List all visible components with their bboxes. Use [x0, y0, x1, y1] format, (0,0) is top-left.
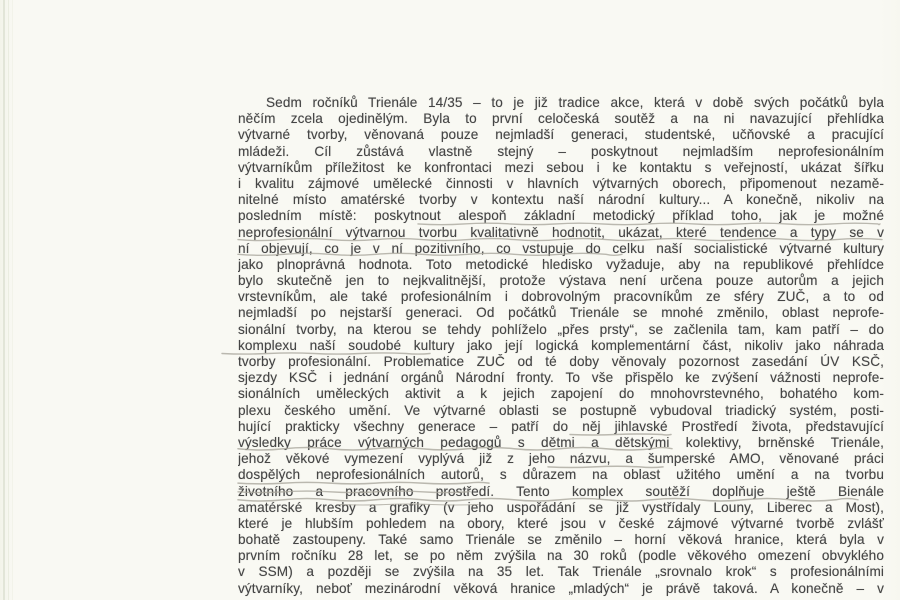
text-line: komplexu naší soudobé kultury jako její logická komplementární část, nikoliv jako náhrada	[238, 337, 884, 353]
text-line: Sedm ročníků Trienále 14/35 – to je již tradice akce, která v době svých počátků byla	[266, 95, 884, 110]
text-line: sionálních uměleckých aktivit a k jejich zapojení do mnohovrstevného, bohatého kom-	[238, 386, 884, 402]
text-line: tvorby profesionální. Problematice ZUČ od té doby věnovaly pozornost zasedání ÚV KSČ,	[238, 354, 884, 369]
text-line: prvním ročníku 28 let, se po něm zvýšila na 30 roků (podle věkového omezení obvyklého	[238, 548, 884, 564]
text-line: posledním místě: poskytnout alespoň základní metodický příklad toho, jak je možné	[238, 208, 884, 224]
text-line: mládeži. Cíl zůstává vlastně stejný – poskytnout nejmladším neprofesionálním	[238, 143, 884, 159]
document-text	[238, 95, 884, 597]
scan-edge-line	[12, 0, 13, 600]
text-line: bohatě zastoupeny. Také samo Trienále se změnilo – horní věková hranice, která byla v	[238, 532, 884, 548]
text-line: výtvarníky, neboť mezinárodní věková hranice „mladých“ je právě taková. A konečně – v	[238, 580, 884, 596]
scan-edge-line	[8, 0, 9, 600]
text-line: něčím zcela ojedinělým. Byla to první celočeská soutěž a na ni navazující přehlídka	[238, 111, 884, 127]
text-line: amatérské kresby a grafiky (v jeho uspořádání se již vystřídaly Louny, Liberec a Most),	[238, 499, 884, 515]
text-line: životního a pracovního prostředí. Tento komplex soutěží doplňuje ještě Bienále	[238, 483, 884, 499]
text-line: sjezdy KSČ i jednání orgánů Národní fronty. To vše přispělo ke zvýšení vážnosti neprofe-	[238, 370, 884, 386]
text-line: v SSM) a později se zvýšila na 35 let. Tak Trienále „srovnalo krok“ s profesionálními	[238, 564, 884, 580]
text-line: jako plnoprávná hodnota. Toto metodické hledisko vyžaduje, aby na republikové přehlídce	[238, 256, 884, 272]
text-line: bylo skutečně jen to nejkvalitnější, protože výstava není určena pouze autorům a jejich	[238, 273, 884, 289]
text-line: vrstevníkům, ale také profesionálním i dobrovolným pracovníkům ze sféry ZUČ, a to od	[238, 289, 884, 305]
text-line: ní objevují, co je v ní pozitivního, co vstupuje do celku naší socialistické výtvarné kultury	[238, 240, 884, 256]
text-line: hující prakticky všechny generace – patří do něj jihlavské Prostředí života, představující	[238, 418, 884, 434]
text-line: i kvalitu zájmové umělecké činnosti v hlavních výtvarných oborech, připomenout nezamě-	[238, 175, 884, 191]
text-line: neprofesionální výtvarnou tvorbu kvalitativně hodnotit, ukázat, které tendence a typy se v	[238, 224, 884, 240]
text-line: plexu českého umění. Ve výtvarné oblasti se postupně vybudoval triadický systém, posti-	[238, 402, 884, 418]
text-line: výsledky práce výtvarných pedagogů s dětmi a dětskými kolektivy, brněnské Trienále,	[238, 434, 884, 450]
text-line: nejmladší po nejstarší generaci. Od počátků Trienále se mnohé změnilo, oblast neprofe-	[238, 305, 884, 321]
text-line: které je hlubším pohledem na obory, které jsou v české zájmové výtvarné tvorbě zvlášť	[238, 515, 884, 531]
text-line: nitelné místo amatérské tvorby v kontextu naší národní kultury... A konečně, nikoliv na	[238, 192, 884, 208]
text-line: sionální tvorby, na kterou se tehdy pohlíželo „přes prsty“, se začlenila tam, kam patří – do	[238, 321, 884, 337]
text-line: jehož věkové vymezení vyplývá již z jeho názvu, a šumperské AMO, věnované práci	[238, 451, 884, 467]
text-line: výtvarné tvorby, věnovaná pouze nejmladší generaci, studentské, učňovské a pracující	[238, 127, 884, 143]
text-line: dospělých neprofesionálních autorů, s důrazem na oblast užitého umění a na tvorbu	[238, 467, 884, 483]
scan-edge-line	[3, 0, 5, 600]
text-line: výtvarníkům příležitost ke konfrontaci mezi sebou i ke kontaktu s veřejností, ukázat šířku	[238, 159, 884, 175]
